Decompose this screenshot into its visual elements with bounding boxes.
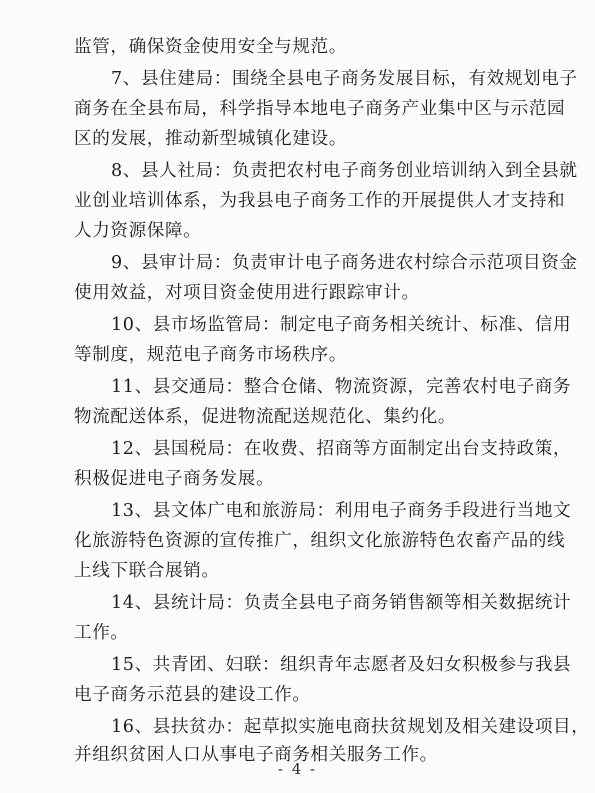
text-line: 11、县交通局：整合仓储、物流资源，完善农村电子商务 (111, 377, 572, 397)
text-line: 区的发展，推动新型城镇化建设。 (74, 129, 347, 149)
text-line: 电子商务示范县的建设工作。 (74, 685, 311, 705)
text-line: 业创业培训体系，为我县电子商务工作的开展提供人才支持和 (74, 191, 566, 211)
text-line: 8、县人社局：负责把农村电子商务创业培训纳入到全县就 (111, 161, 578, 181)
text-line: 16、县扶贫办：起草拟实施电商扶贫规划及相关建设项目， (111, 717, 590, 737)
text-line: 监管，确保资金使用安全与规范。 (74, 37, 347, 57)
text-line: 化旅游特色资源的宣传推广，组织文化旅游特色农畜产品的线 (74, 531, 566, 551)
text-line: 10、县市场监管局：制定电子商务相关统计、标准、信用 (111, 315, 572, 335)
text-line: 积极促进电子商务发展。 (74, 469, 275, 489)
text-line: 人力资源保障。 (74, 221, 202, 241)
text-line: 13、县文体广电和旅游局：利用电子商务手段进行当地文 (111, 501, 572, 521)
text-line: 9、县审计局：负责审计电子商务进农村综合示范项目资金 (111, 253, 578, 273)
text-line: 15、共青团、妇联：组织青年志愿者及妇女积极参与我县 (111, 655, 572, 675)
text-line: 商务在全县布局，科学指导本地电子商务产业集中区与示范园 (74, 99, 566, 119)
text-line: 工作。 (74, 623, 129, 643)
text-line: 12、县国税局：在收费、招商等方面制定出台支持政策， (111, 439, 572, 459)
text-line: 并组织贫困人口从事电子商务相关服务工作。 (74, 745, 438, 765)
text-line: 7、县住建局：围绕全县电子商务发展目标，有效规划电子 (111, 69, 578, 89)
text-line: 使用效益，对项目资金使用进行跟踪审计。 (74, 283, 420, 303)
text-line: 上线下联合展销。 (74, 561, 220, 581)
text-line: 物流配送体系，促进物流配送规范化、集约化。 (74, 407, 457, 427)
text-line: 14、县统计局：负责全县电子商务销售额等相关数据统计 (111, 593, 572, 613)
page-number: - 4 - (277, 760, 318, 778)
text-line: 等制度，规范电子商务市场秩序。 (74, 345, 347, 365)
